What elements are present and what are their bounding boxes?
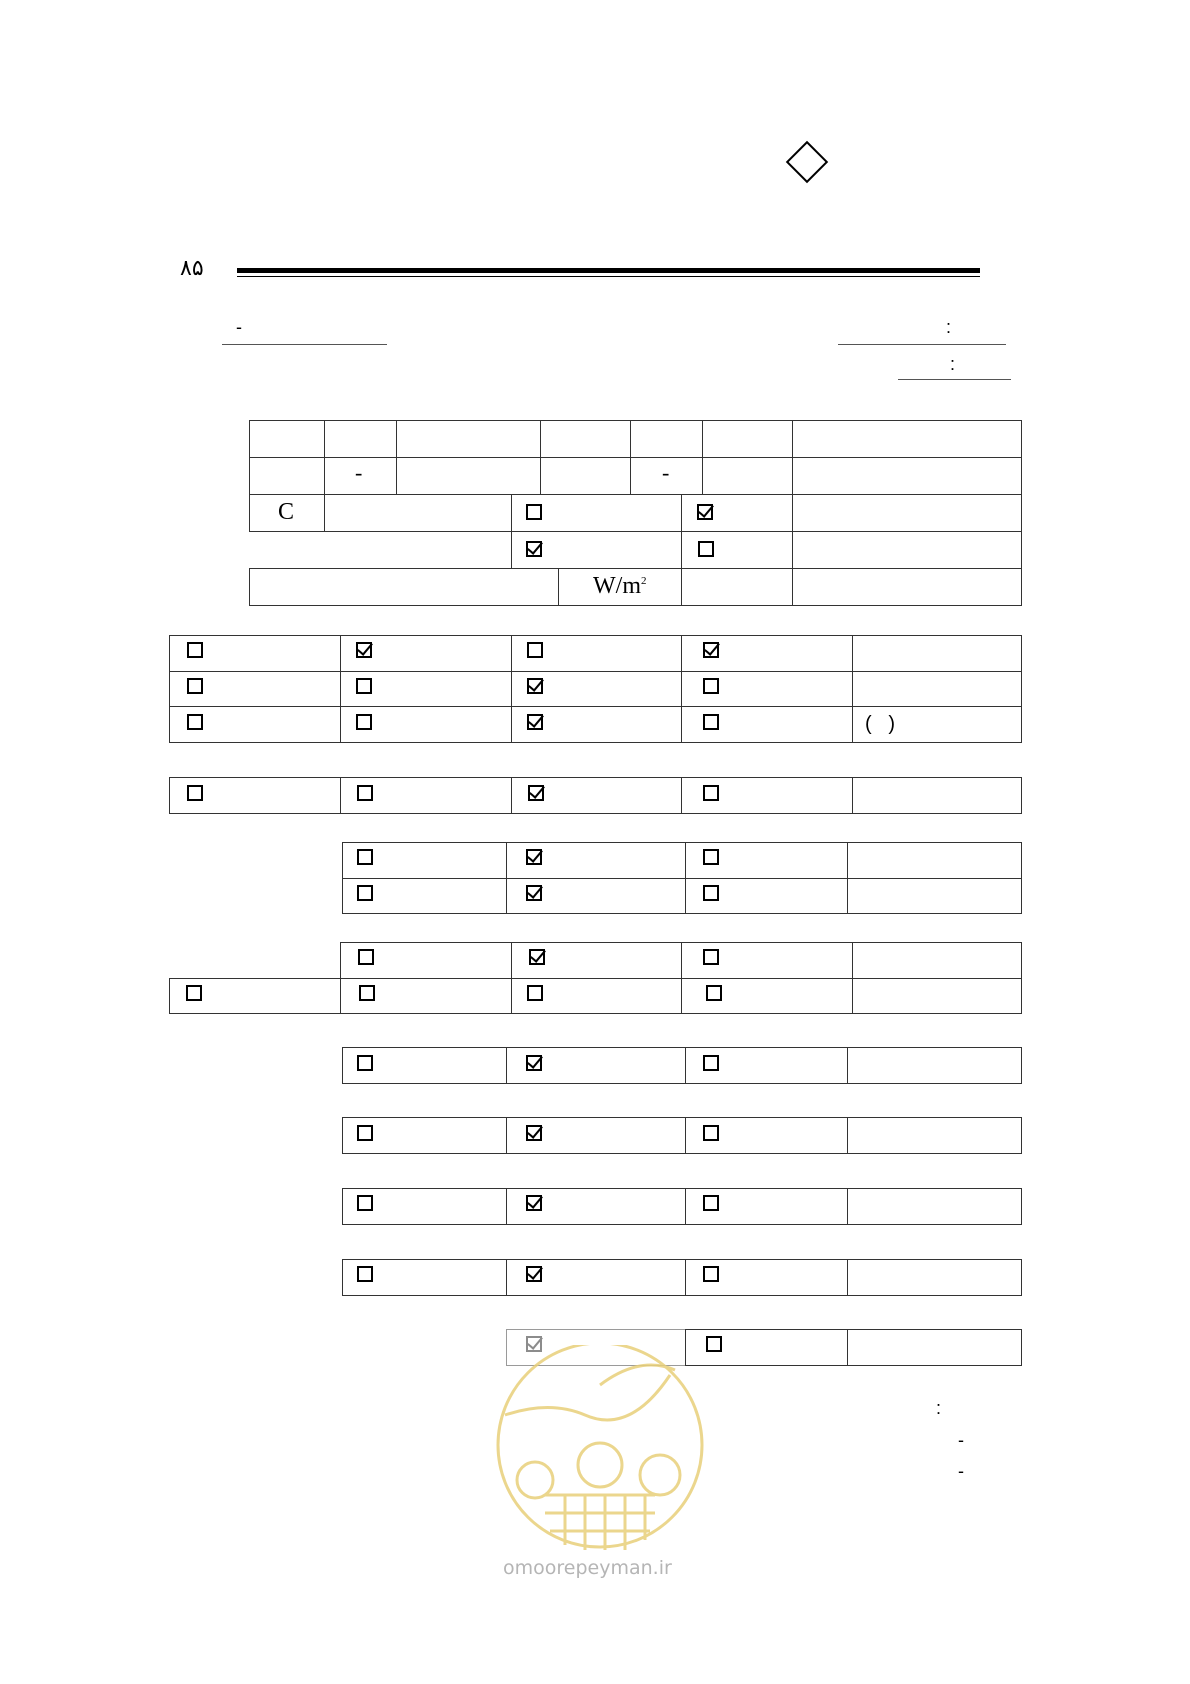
field-underline-right-1 [838, 344, 1006, 345]
table-cell [511, 671, 682, 707]
table-cell [324, 457, 397, 495]
checkbox[interactable] [703, 785, 719, 801]
table-cell [852, 706, 1022, 743]
unit-celsius: C [278, 499, 295, 525]
table-cell [681, 942, 853, 979]
table-cell [681, 568, 793, 606]
table-cell [511, 978, 682, 1014]
checkbox[interactable] [357, 849, 373, 865]
table-cell [506, 1188, 686, 1225]
diamond-icon [786, 141, 828, 183]
table-cell [681, 671, 853, 707]
table-cell [847, 842, 1022, 879]
table-cell [342, 842, 507, 879]
unit-irradiance [593, 573, 647, 600]
table-cell [169, 671, 341, 707]
table-cell [396, 457, 541, 495]
checkbox[interactable] [357, 885, 373, 901]
table-cell [340, 942, 512, 979]
checkbox[interactable] [527, 642, 543, 658]
parenthesis-label: ( ) [865, 713, 895, 735]
checkbox[interactable] [703, 1266, 719, 1282]
header-colon-1: : [946, 317, 952, 337]
table-cell [685, 842, 848, 879]
table-cell [792, 457, 1022, 495]
checkbox[interactable] [186, 985, 202, 1001]
table-cell [847, 1047, 1022, 1084]
table-cell [169, 706, 341, 743]
table-cell [506, 878, 686, 914]
table-cell [792, 494, 1022, 532]
table-cell [852, 635, 1022, 672]
table-cell [681, 494, 793, 532]
checkbox[interactable] [698, 541, 714, 557]
table-cell [558, 568, 682, 606]
table-cell [540, 457, 631, 495]
table-cell [702, 457, 793, 495]
checkbox[interactable] [527, 714, 543, 730]
table-cell [681, 777, 853, 814]
checkbox[interactable] [703, 642, 719, 658]
page-number: ۸۵ [180, 256, 204, 281]
checkbox[interactable] [526, 849, 542, 865]
table-cell [340, 978, 512, 1014]
table-cell [847, 1329, 1022, 1366]
checkbox[interactable] [358, 949, 374, 965]
table-cell [511, 777, 682, 814]
note-dash-2: - [958, 1461, 964, 1481]
table-cell [342, 1188, 507, 1225]
table-cell [792, 531, 1022, 569]
table-cell [249, 494, 325, 532]
table-cell [685, 1117, 848, 1154]
table-cell [249, 457, 325, 495]
header-rule-thin [237, 276, 980, 277]
range-dash: - [662, 460, 670, 485]
checkbox[interactable] [527, 985, 543, 1001]
checkbox[interactable] [187, 714, 203, 730]
checkbox[interactable] [706, 985, 722, 1001]
table-cell [685, 1259, 848, 1296]
checkbox[interactable] [526, 504, 542, 520]
table-cell [681, 531, 793, 569]
table-cell [342, 1047, 507, 1084]
table-cell [540, 420, 631, 458]
checkbox[interactable] [359, 985, 375, 1001]
header-dash: - [236, 317, 242, 337]
table-cell [396, 420, 541, 458]
checkbox[interactable] [703, 949, 719, 965]
checkbox[interactable] [356, 642, 372, 658]
table-cell [249, 568, 559, 606]
table-cell [511, 942, 682, 979]
table-cell [792, 568, 1022, 606]
field-underline-left [222, 344, 387, 345]
table-cell [506, 1047, 686, 1084]
checkbox[interactable] [357, 1195, 373, 1211]
checkbox[interactable] [526, 1266, 542, 1282]
table-cell [852, 978, 1022, 1014]
table-cell [685, 878, 848, 914]
table-cell [340, 777, 512, 814]
table-cell [681, 978, 853, 1014]
table-cell [340, 671, 512, 707]
checkbox[interactable] [703, 678, 719, 694]
checkbox[interactable] [356, 714, 372, 730]
checkbox[interactable] [357, 1125, 373, 1141]
table-cell [324, 494, 512, 532]
watermark-logo [490, 1345, 710, 1555]
table-cell [511, 635, 682, 672]
checkbox[interactable] [526, 1055, 542, 1071]
notes-colon: : [936, 1398, 942, 1418]
table-cell [169, 635, 341, 672]
table-cell [324, 420, 397, 458]
table-cell [249, 420, 325, 458]
checkbox[interactable] [526, 541, 542, 557]
table-cell [685, 1047, 848, 1084]
table-cell [506, 1259, 686, 1296]
table-cell [702, 420, 793, 458]
table-cell [847, 1188, 1022, 1225]
unit-text: W/m [593, 573, 641, 599]
table-cell [681, 635, 853, 672]
table-cell [630, 420, 703, 458]
table-cell [847, 1117, 1022, 1154]
checkbox[interactable] [703, 714, 719, 730]
unit-exponent: 2 [641, 575, 647, 587]
table-cell [506, 842, 686, 879]
table-cell [847, 1259, 1022, 1296]
table-cell [342, 1259, 507, 1296]
table-cell [681, 706, 853, 743]
checkbox[interactable] [703, 1125, 719, 1141]
table-cell [342, 1117, 507, 1154]
table-cell [342, 878, 507, 914]
checkbox[interactable] [703, 1195, 719, 1211]
checkbox[interactable] [703, 885, 719, 901]
table-cell [169, 777, 341, 814]
table-cell [511, 706, 682, 743]
table-cell [847, 878, 1022, 914]
checkbox[interactable] [528, 785, 544, 801]
checkbox[interactable] [703, 1055, 719, 1071]
checkbox[interactable] [697, 504, 713, 520]
table-cell [852, 942, 1022, 979]
table-cell [340, 706, 512, 743]
range-dash: - [355, 460, 363, 485]
table-cell [852, 671, 1022, 707]
header-rule [237, 268, 980, 273]
header-colon-2: : [950, 354, 956, 374]
field-underline-right-2 [898, 379, 1011, 380]
checkbox[interactable] [526, 1195, 542, 1211]
table-cell [511, 531, 682, 569]
table-cell [340, 635, 512, 672]
table-cell [169, 978, 341, 1014]
checkbox[interactable] [357, 1055, 373, 1071]
checkbox[interactable] [703, 849, 719, 865]
table-cell [852, 777, 1022, 814]
checkbox[interactable] [357, 1266, 373, 1282]
watermark-url: omoorepeyman.ir [503, 1557, 672, 1579]
checkbox[interactable] [357, 785, 373, 801]
checkbox[interactable] [526, 885, 542, 901]
table-cell [630, 457, 703, 495]
checkbox[interactable] [356, 678, 372, 694]
note-dash-1: - [958, 1430, 964, 1450]
checkbox[interactable] [526, 1125, 542, 1141]
checkbox[interactable] [529, 949, 545, 965]
table-cell [511, 494, 682, 532]
checkbox[interactable] [187, 642, 203, 658]
table-cell [506, 1117, 686, 1154]
checkbox[interactable] [527, 678, 543, 694]
checkbox[interactable] [187, 678, 203, 694]
table-cell [792, 420, 1022, 458]
checkbox[interactable] [187, 785, 203, 801]
table-cell [685, 1188, 848, 1225]
